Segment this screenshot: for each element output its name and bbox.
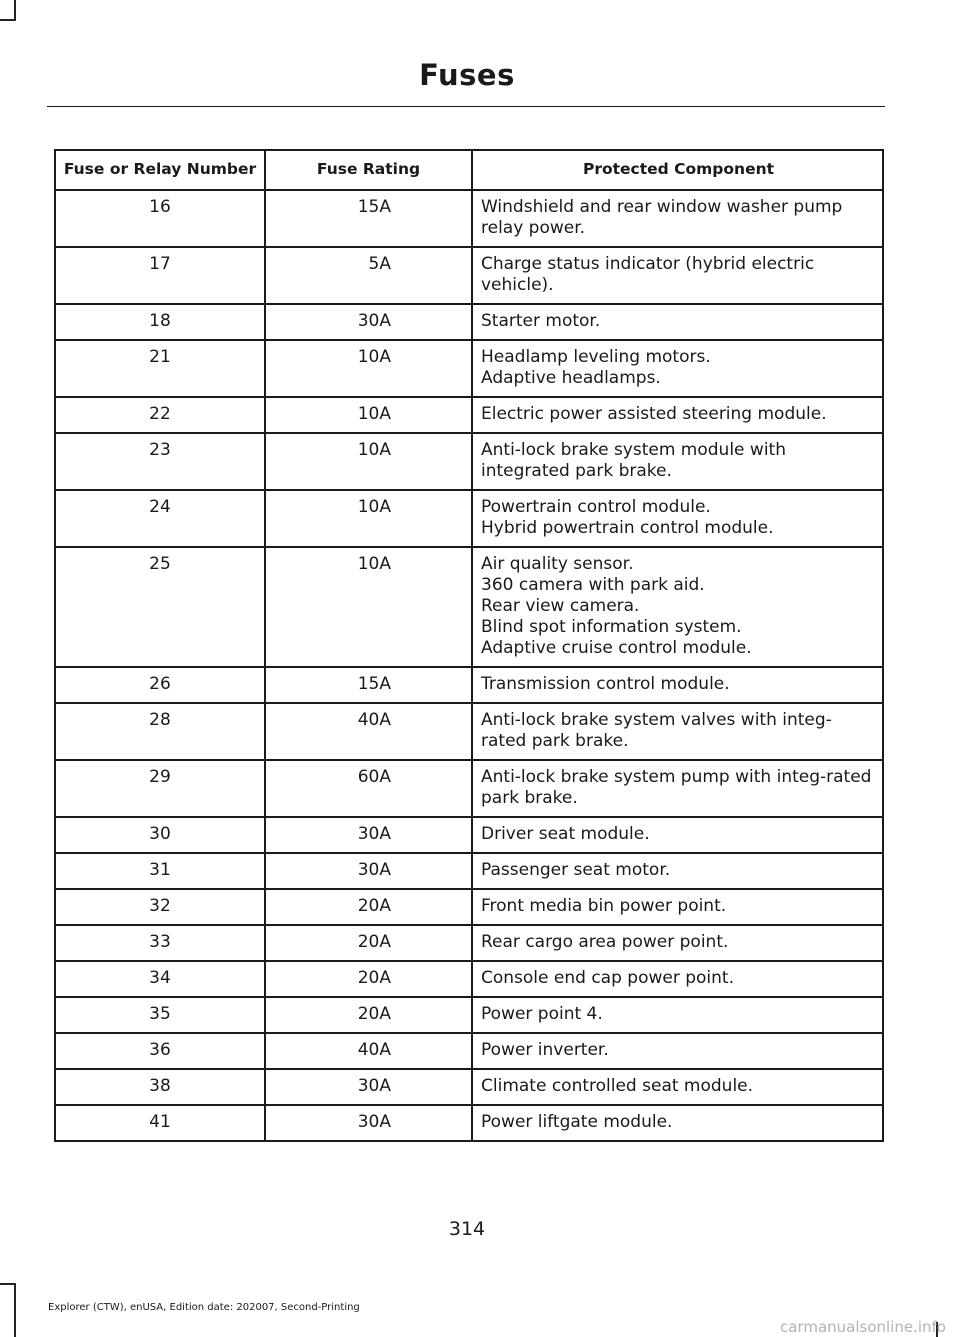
protected-component-cell bbox=[472, 925, 883, 961]
fuse-number-cell: 21 bbox=[55, 340, 265, 397]
table-row bbox=[55, 961, 883, 997]
table-row bbox=[55, 1033, 883, 1069]
header-protected-component: Protected Component bbox=[472, 150, 883, 190]
protected-component-cell bbox=[472, 547, 883, 667]
protected-component-cell bbox=[472, 433, 883, 490]
component-line: Rear cargo area power point. bbox=[481, 932, 729, 952]
fuse-rating-cell: 40A bbox=[265, 703, 472, 760]
protected-component-cell bbox=[472, 1069, 883, 1105]
fuse-number-cell: 30 bbox=[55, 817, 265, 853]
protected-component-cell bbox=[472, 760, 883, 817]
component-line: Climate controlled seat module. bbox=[481, 1076, 754, 1096]
fuse-number-cell: 23 bbox=[55, 433, 265, 490]
component-line: Electric power assisted steering module. bbox=[481, 404, 827, 424]
table-row bbox=[55, 304, 883, 340]
fuse-number-cell: 34 bbox=[55, 961, 265, 997]
component-line: Charge status indicator (hybrid electric vehicle). bbox=[481, 254, 815, 295]
protected-component-cell bbox=[472, 1105, 883, 1141]
title-divider bbox=[47, 106, 885, 107]
fuse-number-cell: 33 bbox=[55, 925, 265, 961]
table-row bbox=[55, 190, 883, 247]
table-header-row bbox=[55, 150, 883, 190]
protected-component-cell bbox=[472, 997, 883, 1033]
component-line: Anti-lock brake system valves with integ-rated park brake. bbox=[481, 710, 832, 751]
protected-component-cell bbox=[472, 340, 883, 397]
page-title: Fuses bbox=[419, 58, 515, 92]
component-line: Passenger seat motor. bbox=[481, 860, 671, 880]
component-line: Air quality sensor. bbox=[481, 554, 634, 574]
fuse-rating-cell: 30A bbox=[265, 853, 472, 889]
table-row bbox=[55, 433, 883, 490]
protected-component-cell bbox=[472, 703, 883, 760]
fuse-number-cell: 38 bbox=[55, 1069, 265, 1105]
crop-mark-top-left-h bbox=[0, 19, 16, 21]
fuse-rating-cell: 30A bbox=[265, 304, 472, 340]
protected-component-cell bbox=[472, 490, 883, 547]
protected-component-cell bbox=[472, 304, 883, 340]
fuse-number-cell: 35 bbox=[55, 997, 265, 1033]
protected-component-cell bbox=[472, 397, 883, 433]
crop-mark-bottom-left-h bbox=[0, 1283, 16, 1285]
fuse-rating-cell: 20A bbox=[265, 961, 472, 997]
watermark: carmanualsonline.info bbox=[780, 1318, 946, 1336]
protected-component-cell bbox=[472, 667, 883, 703]
fuse-number-cell: 36 bbox=[55, 1033, 265, 1069]
fuse-number-cell: 31 bbox=[55, 853, 265, 889]
fuse-number-cell: 41 bbox=[55, 1105, 265, 1141]
component-line: Windshield and rear window washer pump relay power. bbox=[481, 197, 843, 238]
fuse-rating-cell: 15A bbox=[265, 190, 472, 247]
table-row bbox=[55, 247, 883, 304]
fuse-rating-cell: 40A bbox=[265, 1033, 472, 1069]
fuse-rating-cell: 60A bbox=[265, 760, 472, 817]
crop-mark-top-left-v bbox=[14, 0, 16, 20]
fuse-rating-cell: 5A bbox=[265, 247, 472, 304]
table-row bbox=[55, 889, 883, 925]
protected-component-cell bbox=[472, 1033, 883, 1069]
component-line: Adaptive cruise control module. bbox=[481, 638, 752, 658]
table-row bbox=[55, 397, 883, 433]
component-line: Front media bin power point. bbox=[481, 896, 727, 916]
page-number: 314 bbox=[448, 1218, 486, 1240]
table-row bbox=[55, 817, 883, 853]
protected-component-cell bbox=[472, 889, 883, 925]
component-line: Anti-lock brake system module with integrated park brake. bbox=[481, 440, 786, 481]
fuse-number-cell: 26 bbox=[55, 667, 265, 703]
table-row bbox=[55, 547, 883, 667]
fuse-rating-cell: 15A bbox=[265, 667, 472, 703]
fuse-number-cell: 24 bbox=[55, 490, 265, 547]
crop-mark-bottom-left-v bbox=[14, 1283, 16, 1337]
component-line: Powertrain control module. bbox=[481, 497, 711, 517]
fuse-rating-cell: 20A bbox=[265, 997, 472, 1033]
fuse-number-cell: 22 bbox=[55, 397, 265, 433]
component-line: Power point 4. bbox=[481, 1004, 603, 1024]
protected-component-cell bbox=[472, 961, 883, 997]
protected-component-cell bbox=[472, 190, 883, 247]
fuse-rating-cell: 20A bbox=[265, 925, 472, 961]
table-row bbox=[55, 853, 883, 889]
fuse-table bbox=[54, 149, 884, 1142]
fuse-number-cell: 18 bbox=[55, 304, 265, 340]
table-row bbox=[55, 1105, 883, 1141]
fuse-rating-cell: 30A bbox=[265, 1105, 472, 1141]
fuse-rating-cell: 10A bbox=[265, 547, 472, 667]
table-row bbox=[55, 490, 883, 547]
component-line: 360 camera with park aid. bbox=[481, 575, 705, 595]
fuse-rating-cell: 10A bbox=[265, 490, 472, 547]
table-row bbox=[55, 997, 883, 1033]
table-row bbox=[55, 760, 883, 817]
fuse-number-cell: 17 bbox=[55, 247, 265, 304]
footer-edition: Explorer (CTW), enUSA, Edition date: 202007, Second-Printing bbox=[48, 1302, 360, 1313]
fuse-number-cell: 28 bbox=[55, 703, 265, 760]
component-line: Rear view camera. bbox=[481, 596, 640, 616]
protected-component-cell bbox=[472, 817, 883, 853]
fuse-rating-cell: 10A bbox=[265, 433, 472, 490]
fuse-rating-cell: 10A bbox=[265, 397, 472, 433]
header-fuse-number: Fuse or Relay Number bbox=[55, 150, 265, 190]
component-line: Adaptive headlamps. bbox=[481, 368, 661, 388]
protected-component-cell bbox=[472, 247, 883, 304]
table-row bbox=[55, 340, 883, 397]
header-fuse-rating: Fuse Rating bbox=[265, 150, 472, 190]
fuse-rating-cell: 20A bbox=[265, 889, 472, 925]
component-line: Driver seat module. bbox=[481, 824, 650, 844]
table-row bbox=[55, 703, 883, 760]
fuse-rating-cell: 30A bbox=[265, 817, 472, 853]
fuse-number-cell: 25 bbox=[55, 547, 265, 667]
fuse-number-cell: 16 bbox=[55, 190, 265, 247]
table-row bbox=[55, 925, 883, 961]
table-row bbox=[55, 667, 883, 703]
component-line: Starter motor. bbox=[481, 311, 601, 331]
component-line: Power inverter. bbox=[481, 1040, 609, 1060]
component-line: Console end cap power point. bbox=[481, 968, 734, 988]
component-line: Transmission control module. bbox=[481, 674, 730, 694]
component-line: Blind spot information system. bbox=[481, 617, 742, 637]
component-line: Power liftgate module. bbox=[481, 1112, 673, 1132]
protected-component-cell bbox=[472, 853, 883, 889]
component-line: Headlamp leveling motors. bbox=[481, 347, 711, 367]
component-line: Anti-lock brake system pump with integ-rated park brake. bbox=[481, 767, 872, 808]
fuse-number-cell: 29 bbox=[55, 760, 265, 817]
fuse-rating-cell: 30A bbox=[265, 1069, 472, 1105]
table-row bbox=[55, 1069, 883, 1105]
fuse-number-cell: 32 bbox=[55, 889, 265, 925]
fuse-rating-cell: 10A bbox=[265, 340, 472, 397]
component-line: Hybrid powertrain control module. bbox=[481, 518, 774, 538]
